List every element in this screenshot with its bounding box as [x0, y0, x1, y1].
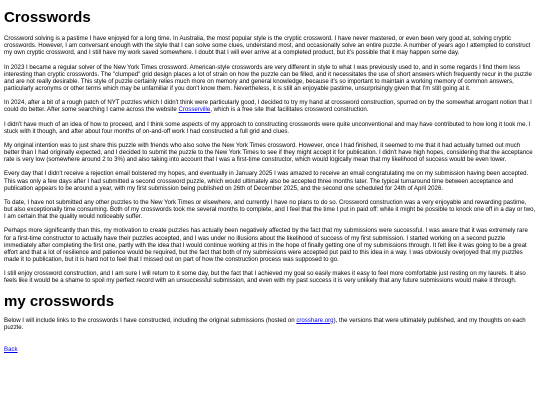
submission-paragraph: My original intention was to just share this puzzle with friends who also solve the New York Times crossword. However, once I had finished, it seemed to me that it had actually turned out much better than I had originally expected, and I decided to submit the puzzle to the New York Times to see if they might accept it for publication. I didn't have high hopes, considering that the acceptance rate is very low (somewhere around 2 to 3%) and also taking into account that I was a first-time constructor, which would logically mean that my likelihood of success would be even lower. — [4, 141, 533, 164]
construction-start-paragraph — [4, 99, 536, 113]
paragraph-text: Below I will include links to the crosswords I have constructed, including the original submissions (hosted on — [4, 316, 297, 324]
paragraph-text: , which is a free site that facilitates crossword construction. — [210, 106, 369, 114]
crosshare-link[interactable]: crosshare.org — [296, 316, 334, 324]
nyt-solver-paragraph: In 2023 I became a regular solver of the New York Times crossword. American-style crosswords are very different in style to what I was previously used to, and in some regards I find them less interesting than cryptic crosswords. The "clumped" grid design places a lot of strain on how the puzzle can be filled, and it necessitates the use of short answers which frequently recur in the puzzle and are not really desirable. This style of puzzle certainly relies much more on memory and general knowledge, because it's so important to maintain a working memory of common answers, particularly acronyms or other terms which may be unfamiliar if you don't know them. Nevertheless, it is still an enjoyable pastime, unsurprisingly given that I'm still going at it. — [4, 63, 532, 93]
reflection-paragraph: I still enjoy crossword construction, and I am sure I will return to it some day, but the fact that I achieved my goal so easily makes it easy to feel more comfortable just resting on my laurels. It also feels like it would be a shame to spoil my perfect record with an unsuccessful submission, and even with my past success it is very unlikely that any future submissions would make it through. — [4, 270, 526, 285]
future-plans-paragraph: To date, I have not submitted any other puzzles to the New York Times or elsewhere, and currently I have no plans to do so. Crossword construction was a very enjoyable and rewarding pastime, but also exceptionally time consuming. Both of my crosswords took me several months to complete, and I feel that the time I put in paid off: while it might be possible to knock one off in a day or two, I am certain that the quality would noticeably suffer. — [4, 198, 536, 221]
links-intro-paragraph — [4, 317, 536, 331]
page-title: Crosswords — [4, 9, 91, 26]
intro-paragraph: Crossword solving is a pastime I have enjoyed for a long time. In Australia, the most popular style is the cryptic crossword. I have never mastered, or even been very good at, solving cryptic crosswords. However, I am conversant enough with the style that I can solve some clues, understand most, and occasionally solve an entire puzzle. A number of years ago I attempted to construct my own cryptic crossword, and I still have my work saved somewhere. I doubt that I will ever arrive at a completed product, but it's possible that it may happen some day. — [4, 35, 531, 57]
back-link[interactable]: Back — [4, 345, 18, 353]
crosserville-link[interactable]: Crosserville — [178, 106, 211, 114]
paragraph-text: ), the versions that were ultimately published, and my thoughts on each puzzle. — [4, 316, 526, 331]
motivation-paragraph: Perhaps more significantly than this, my motivation to create puzzles has actually been negatively affected by the fact that my submissions were successful. I was aware that it was extremely rare for a first-time constructor to actually have their puzzles accepted, and I was under no illusions about the likelihood of success of my first submission. I started working on a second puzzle immediately after completing the first one, partly with the idea that I would continue working at this in the hope of finally getting one of my submissions through. It felt like it was going to be a great effort and that a lot of resilience and patience would be required, but the fact that both of my submissions were accepted put paid to this idea in a way. I was obviously overjoyed that my puzzles made it to publication, but it is hard not to feel that I missed out on part of how the construction process was supposed to go. — [4, 227, 528, 264]
acceptance-paragraph: Every day that I didn't receive a rejection email bolstered my hopes, and eventually in January 2025 I was amazed to receive an email congratulating me on my submission having been accepted. This was only a few days after I had submitted a second crossword puzzle, which would ultimately also be accepted three months later. The typical turnaround time between acceptance and publication appears to be around a year, with my first submission being published on 26th of December 2025, and the second one scheduled for 24th of April 2026. — [4, 170, 529, 192]
paragraph-text: In 2024, after a bit of a rough patch of NYT puzzles which I didn't think were particularly good, I decided to try my hand at crossword construction, spurred on by the somewhat arrogant notion that I could do better. After some searching I came across the website — [4, 99, 532, 114]
section-heading-my-crosswords: my crosswords — [4, 292, 115, 310]
approach-paragraph: I didn't have much of an idea of how to proceed, and I think some aspects of my approach to constructing crosswords were quite unconventional and may have contributed to how long it took me. I stuck with it though, and after about four months of on-and-off work I had constructed a full grid and clues. — [4, 120, 531, 135]
